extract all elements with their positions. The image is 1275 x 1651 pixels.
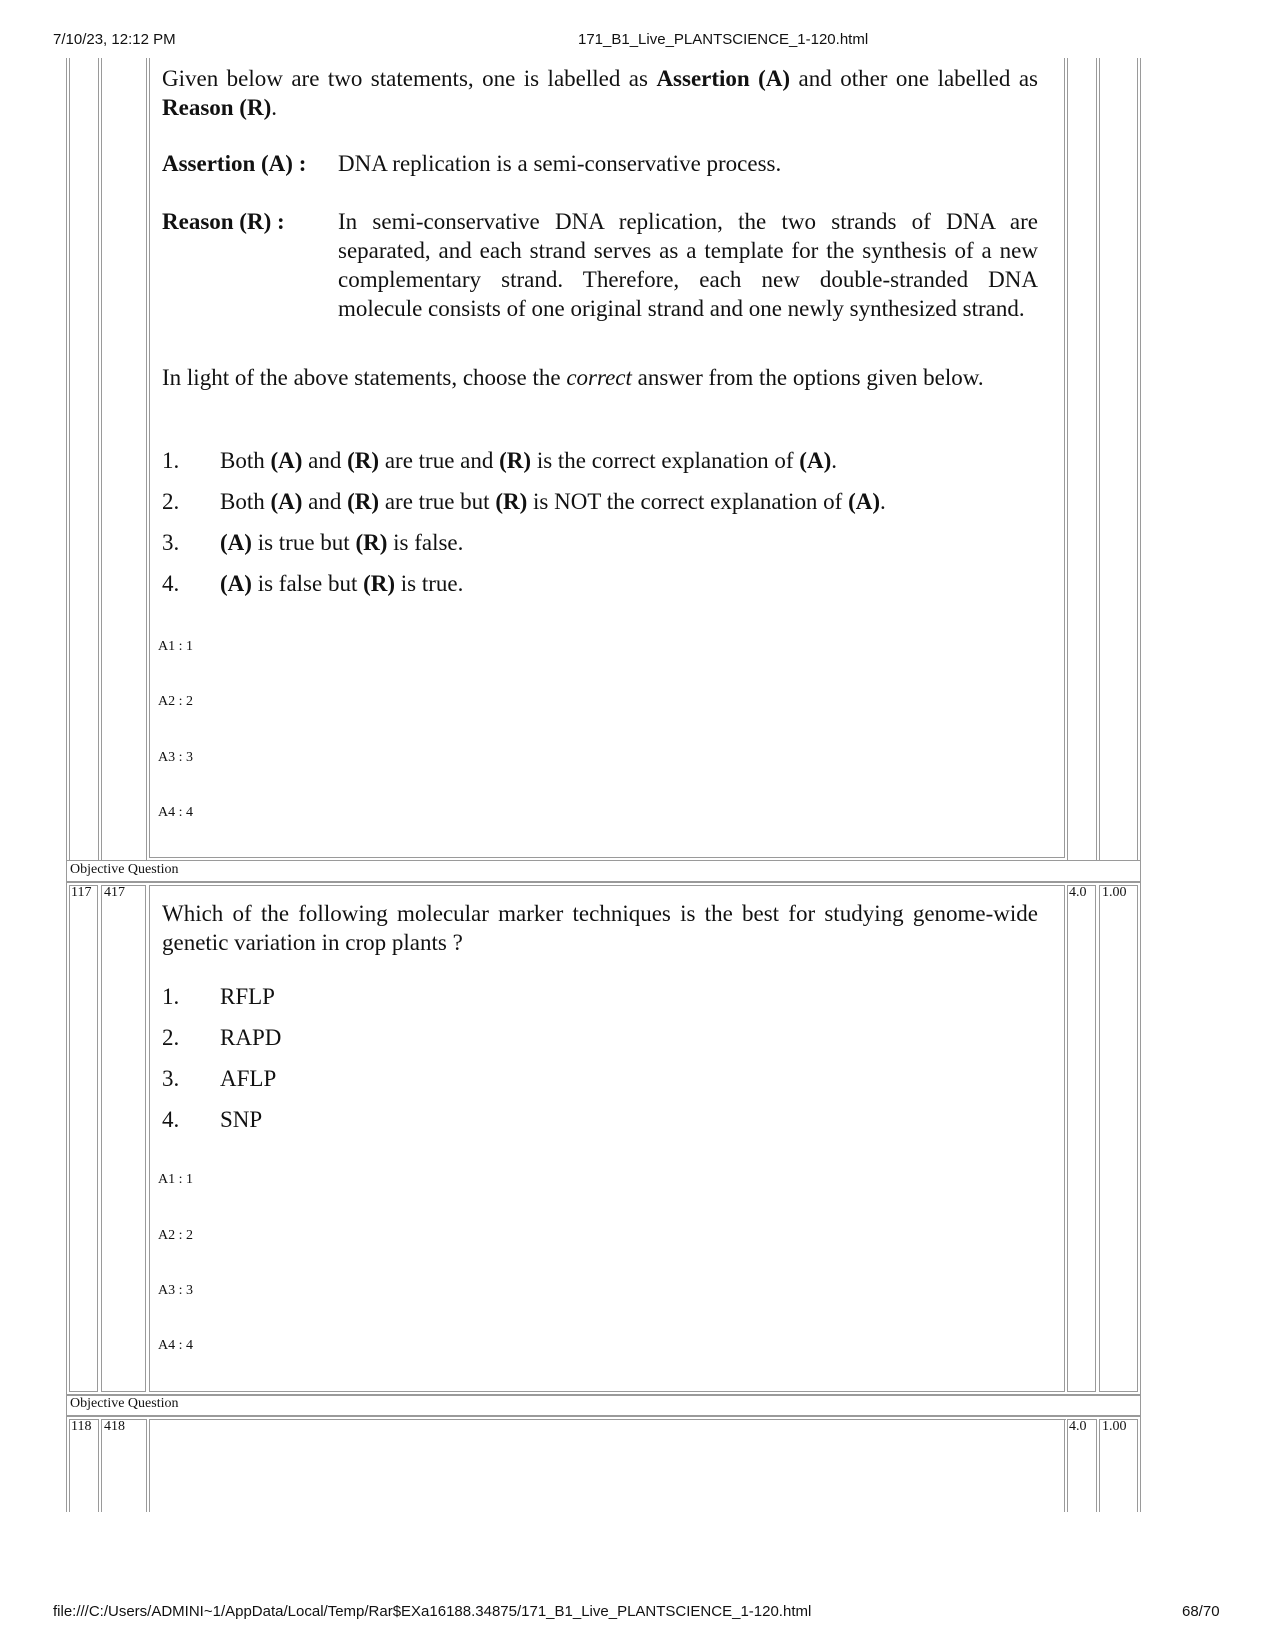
option-text: Both (A) and (R) are true but (R) is NOT the correct explanation of (A).: [220, 489, 886, 514]
option-text: RAPD: [220, 1025, 282, 1050]
answer-key-3: A3 : 3: [158, 750, 193, 765]
section-label-row-q117: [66, 860, 1141, 882]
section-label: Objective Question: [70, 1396, 179, 1411]
option-number: 1.: [162, 984, 180, 1009]
negative-marks: 1.00: [1102, 1419, 1127, 1434]
answer-key-3: A3 : 3: [158, 1283, 193, 1298]
option-number: 1.: [162, 448, 180, 473]
reason-text: In semi-conservative DNA replication, the two strands of DNA are separated, and each strand serves as a template for the synthesis of a new complementary strand. Therefore, each new double-stranded DNA molecule consists of one original strand and one newly synthesized strand.: [338, 209, 1038, 321]
answer-key-2: A2 : 2: [158, 1228, 193, 1243]
option-number: 3.: [162, 1066, 180, 1091]
question-marks: 4.0: [1069, 1419, 1087, 1434]
option-number: 4.: [162, 571, 180, 596]
section-label-row-q118: [66, 1395, 1141, 1416]
option-text: Both (A) and (R) are true and (R) is the correct explanation of (A).: [220, 448, 837, 473]
print-file-title: 171_B1_Live_PLANTSCIENCE_1-120.html: [578, 31, 869, 48]
answer-key-4: A4 : 4: [158, 1338, 193, 1353]
assertion-label: Assertion (A) :: [162, 151, 307, 176]
option-number: 4.: [162, 1107, 180, 1132]
option-number: 2.: [162, 1025, 180, 1050]
option-text: AFLP: [220, 1066, 277, 1091]
print-page-indicator: 68/70: [1182, 1603, 1220, 1620]
answer-key-4: A4 : 4: [158, 805, 193, 820]
option-number: 2.: [162, 489, 180, 514]
answer-key-1: A1 : 1: [158, 639, 193, 654]
negative-marks: 1.00: [1102, 885, 1127, 900]
option-text: RFLP: [220, 984, 275, 1009]
print-datetime: 7/10/23, 12:12 PM: [53, 31, 176, 48]
print-file-url: file:///C:/Users/ADMINI~1/AppData/Local/Temp/Rar$EXa16188.34875/171_B1_Live_PLANTSCIENCE_1-120.html: [53, 1603, 812, 1620]
answer-key-2: A2 : 2: [158, 694, 193, 709]
option-text: SNP: [220, 1107, 263, 1132]
question-id: 418: [104, 1419, 125, 1434]
option-number: 3.: [162, 530, 180, 555]
answer-key-1: A1 : 1: [158, 1172, 193, 1187]
reason-label: Reason (R) :: [162, 209, 285, 234]
option-text: (A) is true but (R) is false.: [220, 530, 464, 555]
question-serial: 117: [71, 885, 92, 900]
q116-instruction: In light of the above statements, choose the correct answer from the options given below.: [162, 365, 984, 390]
question-marks: 4.0: [1069, 885, 1087, 900]
question-id: 417: [104, 885, 125, 900]
assertion-text: DNA replication is a semi-conservative process.: [338, 151, 782, 176]
q117-question: Which of the following molecular marker techniques is the best for studying genome-wide genetic variation in crop plants ?: [162, 901, 1038, 955]
option-text: (A) is false but (R) is true.: [220, 571, 464, 596]
section-label: Objective Question: [70, 862, 179, 877]
question-serial: 118: [71, 1419, 92, 1434]
q116-intro: Given below are two statements, one is labelled as Assertion (A) and other one labelled as Reason (R).: [162, 66, 1038, 120]
